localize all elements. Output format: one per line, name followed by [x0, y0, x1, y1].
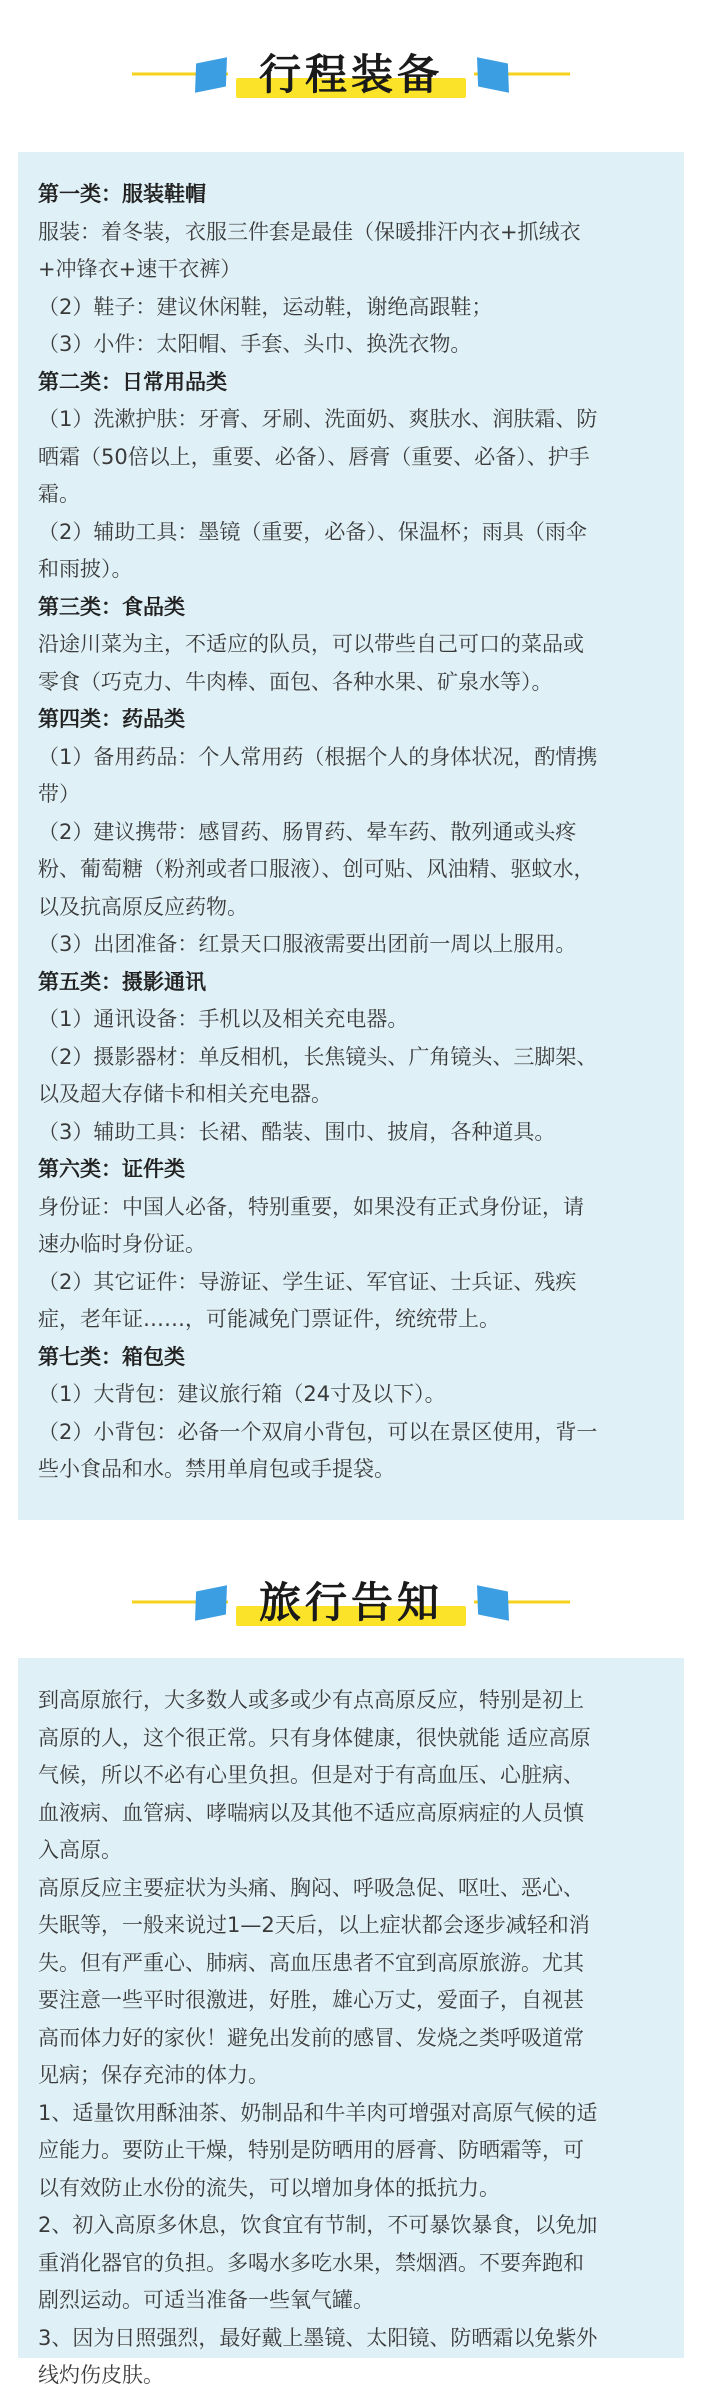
text-line: 高原的人，这个很正常。只有身体健康，很快就能 适应高原: [38, 1725, 591, 1750]
text-line: 沿途川菜为主，不适应的队员，可以带些自己可口的菜品或: [38, 632, 584, 656]
text-line: 线灼伤皮肤。: [38, 2363, 164, 2387]
text-line: （2）小背包：必备一个双肩小背包，可以在景区使用，背一: [38, 1419, 598, 1444]
text-line: （1）备用药品：个人常用药（根据个人的身体状况，酌情携: [38, 744, 598, 769]
text-line: 零食（巧克力、牛肉棒、面包、各种水果、矿泉水等）。: [38, 669, 553, 694]
text-line: 入高原。: [38, 1838, 122, 1862]
category-heading: 第四类：药品类: [38, 707, 185, 731]
text-line: （2）摄影器材：单反相机，长焦镜头、广角镜头、三脚架、: [38, 1044, 598, 1069]
text-line: 晒霜（50倍以上，重要、必备）、唇膏（重要、必备）、护手: [38, 444, 590, 469]
category-heading: 第三类：食品类: [38, 594, 185, 619]
category-heading: 第七类：箱包类: [38, 1344, 185, 1369]
text-line: 应能力。要防止干燥，特别是防晒用的唇膏、防晒霜等，可: [38, 2138, 584, 2162]
text-line: 1、适量饮用酥油茶、奶制品和牛羊肉可增强对高原气候的适: [38, 2100, 598, 2125]
category-heading: 第二类：日常用品类: [38, 369, 227, 394]
text-line: 身份证：中国人必备，特别重要，如果没有正式身份证，请: [38, 1194, 584, 1219]
equipment-list-box: [18, 152, 684, 1520]
text-line: 高原反应主要症状为头痛、胸闷、呼吸急促、呕吐、恶心、: [38, 1875, 584, 1900]
text-line: （3）出团准备：红景天口服液需要出团前一周以上服用。: [38, 932, 577, 956]
text-line: 以有效防止水份的流失，可以增加身体的抵抗力。: [38, 2175, 500, 2200]
text-line: +冲锋衣+速干衣裤）: [38, 257, 242, 281]
text-line: （1）洗漱护肤：牙膏、牙刷、洗面奶、爽肤水、润肤霜、防: [38, 407, 598, 431]
text-line: 以及超大存储卡和相关充电器。: [38, 1082, 332, 1106]
category-heading: 第六类：证件类: [38, 1157, 185, 1181]
text-line: 血液病、血管病、哮喘病以及其他不适应高原病症的人员慎: [38, 1800, 584, 1825]
text-line: 气候，所以不必有心里负担。但是对于有高血压、心脏病、: [38, 1763, 584, 1787]
travel-notice-box: [18, 1658, 684, 2387]
section-title: 行程装备: [258, 50, 443, 99]
text-line: （2）建议携带：感冒药、肠胃药、晕车药、散列通或头疼: [38, 819, 577, 844]
text-line: 见病；保存充沛的体力。: [38, 2063, 269, 2087]
text-line: 些小食品和水。禁用单肩包或手提袋。: [38, 1457, 395, 1481]
text-line: 速办临时身份证。: [38, 1232, 206, 1256]
text-line: 2、初入高原多休息，饮食宜有节制，不可暴饮暴食，以免加: [38, 2213, 598, 2237]
text-line: 3、因为日照强烈，最好戴上墨镜、太阳镜、防晒霜以免紫外: [38, 2325, 598, 2350]
text-line: （3）小件：太阳帽、手套、头巾、换洗衣物。: [38, 332, 472, 356]
text-line: 霜。: [38, 482, 80, 506]
text-line: （2）辅助工具：墨镜（重要，必备）、保温杯；雨具（雨伞: [38, 519, 587, 544]
section-header-equipment: [0, 38, 702, 110]
text-line: 重消化器官的负担。多喝水多吃水果，禁烟酒。不要奔跑和: [38, 2250, 584, 2275]
text-line: （2）鞋子：建议休闲鞋，运动鞋，谢绝高跟鞋；: [38, 294, 493, 319]
category-heading: 第五类：摄影通讯: [38, 969, 206, 994]
text-line: 剧烈运动。可适当准备一些氧气罐。: [38, 2288, 374, 2312]
text-line: （3）辅助工具：长裙、酷装、围巾、披肩，各种道具。: [38, 1119, 556, 1144]
text-line: 和雨披）。: [38, 557, 133, 581]
category-heading: 第一类：服装鞋帽: [38, 182, 206, 206]
text-line: （1）大背包：建议旅行箱（24寸及以下）。: [38, 1382, 446, 1406]
text-line: （2）其它证件：导游证、学生证、军官证、士兵证、残疾: [38, 1269, 577, 1294]
text-line: 症，老年证……，可能减免门票证件，统统带上。: [38, 1307, 500, 1331]
text-line: 带）: [38, 782, 80, 806]
text-line: 失眠等，一般来说过1—2天后，以上症状都会逐步减轻和消: [38, 1913, 590, 1937]
text-line: 粉、葡萄糖（粉剂或者口服液）、创可贴、风油精、驱蚊水，: [38, 857, 595, 881]
text-line: （1）通讯设备：手机以及相关充电器。: [38, 1007, 409, 1031]
section-title: 旅行告知: [258, 1578, 443, 1627]
text-line: 以及抗高原反应药物。: [38, 894, 248, 919]
text-line: 失。但有严重心、肺病、高血压患者不宜到高原旅游。尤其: [38, 1950, 584, 1975]
section-header-travel-notice: [0, 1566, 702, 1638]
text-line: 到高原旅行，大多数人或多或少有点高原反应，特别是初上: [38, 1688, 584, 1712]
text-line: 服装：着冬装，衣服三件套是最佳（保暖排汗内衣+抓绒衣: [38, 219, 581, 244]
text-line: 高而体力好的家伙！避免出发前的感冒、发烧之类呼吸道常: [38, 2025, 584, 2050]
text-line: 要注意一些平时很激进，好胜，雄心万丈，爱面子，自视甚: [38, 1988, 584, 2012]
